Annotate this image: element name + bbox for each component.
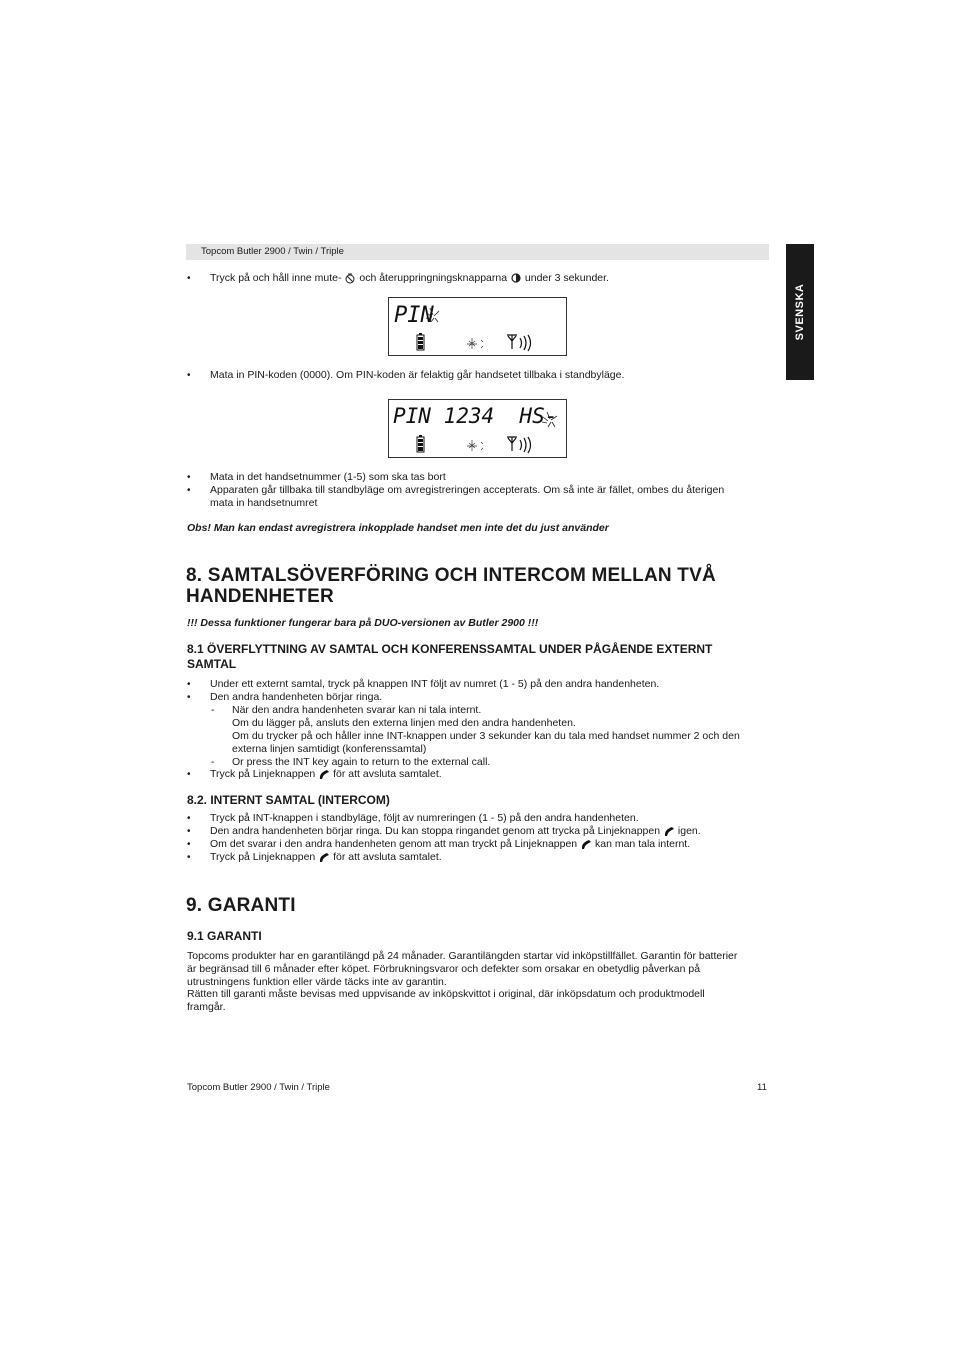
bullet: • — [187, 852, 191, 863]
lcd-display-pin — [388, 297, 567, 356]
list-item-text: under 3 sekunder. — [524, 272, 609, 284]
list-item: Mata in PIN-koden (0000). Om PIN-koden är felaktig går handsetet tillbaka i standbyläge. — [210, 369, 625, 381]
redial-icon — [510, 272, 522, 284]
list-item: Den andra handenheten börjar ringa. — [210, 691, 383, 703]
page-number: 11 — [757, 1082, 767, 1093]
bullet: • — [187, 839, 191, 850]
subsection-9-1-title: 9.1 GARANTI — [187, 929, 262, 943]
section-8-title-line: 8. SAMTALSÖVERFÖRING OCH INTERCOM MELLAN TVÅ — [186, 565, 716, 586]
section-9-title: 9. GARANTI — [186, 895, 296, 916]
mute-icon — [344, 272, 356, 284]
subsection-8-2-title: 8.2. INTERNT SAMTAL (INTERCOM) — [187, 793, 390, 807]
list-item-text: och återuppringningsknapparna — [359, 272, 508, 284]
list-item: Tryck på INT-knappen i standbyläge, följt av numreringen (1 - 5) på den andra handenheten. — [210, 812, 639, 824]
section-8-title — [186, 565, 716, 607]
lcd-display-pin-hs — [388, 399, 567, 458]
bullet: • — [187, 273, 191, 284]
note: Obs! Man kan endast avregistrera inkopplade handset men inte det du just använder — [187, 522, 609, 534]
list-item — [210, 838, 690, 851]
bullet: • — [187, 826, 191, 837]
sub-item-continuation: Om du lägger på, ansluts den externa linjen med den andra handenheten. — [232, 717, 576, 729]
language-tab-label: SVENSKA — [794, 283, 806, 341]
list-item: Mata in det handsetnummer (1-5) som ska tas bort — [210, 471, 446, 483]
sub-item: När den andra handenheten svarar kan ni tala internt. — [232, 704, 482, 716]
sub-item-continuation: externa linjen samtidigt (konferenssamtal) — [232, 743, 427, 755]
paragraph-line: Rätten till garanti måste bevisas med uppvisande av inköpskvittot i original, där inköpsdatum och produktmodell — [187, 988, 705, 1000]
list-item-continuation: mata in handsetnumret — [210, 497, 318, 509]
list-item-text: kan man tala internt. — [595, 838, 691, 850]
bullet: • — [187, 370, 191, 381]
flash-icon — [467, 440, 483, 451]
line-key-icon — [318, 852, 330, 863]
bullet: • — [187, 679, 191, 690]
line-key-icon — [318, 769, 330, 780]
antenna-icon — [507, 437, 531, 453]
list-item: Apparaten går tillbaka till standbyläge om avregistreringen accepterats. Om så inte är fället, ombes du återigen — [210, 484, 725, 496]
list-item — [210, 768, 442, 781]
subsection-title-line: SAMTAL — [187, 657, 237, 671]
subsection-8-1-title — [187, 642, 712, 672]
subsection-title-line: 8.1 ÖVERFLYTTNING AV SAMTAL OCH KONFERENSSAMTAL UNDER PÅGÅENDE EXTERNT — [187, 642, 713, 656]
list-item-text: igen. — [677, 825, 701, 837]
warning-note: !!! Dessa funktioner fungerar bara på DUO-versionen av Butler 2900 !!! — [187, 617, 539, 629]
flash-icon — [467, 338, 483, 349]
bullet: • — [187, 813, 191, 824]
paragraph-line: Topcoms produkter har en garantilängd på 24 månader. Garantilängden startar vid inköpstillfället. Garantin för batterier — [187, 950, 738, 962]
bullet: • — [187, 769, 191, 780]
antenna-icon — [507, 335, 531, 351]
battery-icon — [417, 435, 424, 452]
paragraph-line: framgår. — [187, 1001, 226, 1013]
footer-title: Topcom Butler 2900 / Twin / Triple — [187, 1082, 330, 1093]
bullet: • — [187, 692, 191, 703]
list-item: Under ett externt samtal, tryck på knappen INT följt av numret (1 - 5) på den andra handenheten. — [210, 678, 660, 690]
bullet: • — [187, 485, 191, 496]
sub-item: Or press the INT key again to return to the external call. — [232, 756, 491, 768]
line-key-icon — [580, 839, 592, 850]
line-key-icon — [663, 826, 675, 837]
dash: - — [211, 704, 215, 716]
sub-item-continuation: Om du trycker på och håller inne INT-knappen under 3 sekunder kan du tala med handset nummer 2 och den — [232, 730, 740, 742]
list-item-text: Tryck på och håll inne mute- — [210, 272, 342, 284]
list-item — [210, 272, 609, 285]
battery-icon — [417, 333, 424, 350]
running-header — [186, 244, 769, 260]
dash: - — [211, 756, 215, 768]
list-item-text: Den andra handenheten börjar ringa. Du kan stoppa ringandet genom att trycka på Linjeknappen — [210, 825, 661, 837]
list-item-text: för att avsluta samtalet. — [333, 768, 442, 780]
list-item-text: Tryck på Linjeknappen — [210, 851, 316, 863]
paragraph-line: utrustningens funktion eller värde täcks inte av garantin. — [187, 976, 447, 988]
section-8-title-line: HANDENHETER — [186, 586, 334, 607]
bullet: • — [187, 472, 191, 483]
header-title: Topcom Butler 2900 / Twin / Triple — [201, 246, 344, 257]
lcd-text: PIN — [394, 303, 434, 328]
list-item-text: Tryck på Linjeknappen — [210, 768, 316, 780]
lcd-text: PIN 1234 HS- — [393, 404, 558, 428]
list-item-text: Om det svarar i den andra handenheten genom att man tryckt på Linjeknappen — [210, 838, 578, 850]
list-item-text: för att avsluta samtalet. — [333, 851, 442, 863]
language-tab — [786, 244, 814, 380]
paragraph-line: är begränsad till 6 månader efter köpet. Förbrukningsvaror och defekter som orsakar en obetydlig påverkan på — [187, 963, 701, 975]
list-item — [210, 825, 701, 838]
list-item — [210, 851, 442, 864]
